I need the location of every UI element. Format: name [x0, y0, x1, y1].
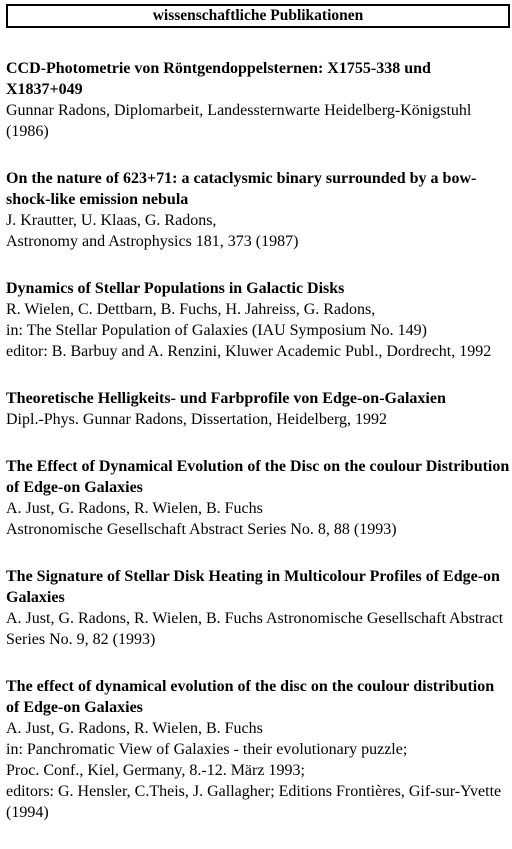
section-header	[6, 4, 510, 28]
publication-title: Theoretische Helligkeits- und Farbprofile von Edge-on-Galaxien	[6, 390, 446, 407]
publication-detail: Dipl.-Phys. Gunnar Radons, Dissertation, Heidelberg, 1992	[6, 411, 387, 428]
publication-item	[6, 676, 510, 823]
publication-detail: editor: B. Barbuy and A. Renzini, Kluwer Academic Publ., Dordrecht, 1992	[6, 343, 492, 360]
publication-detail: J. Krautter, U. Klaas, G. Radons,	[6, 212, 217, 229]
publication-detail: Proc. Conf., Kiel, Germany, 8.-12. März 1993;	[6, 762, 305, 779]
publication-item	[6, 58, 510, 142]
publication-detail: in: Panchromatic View of Galaxies - their evolutionary puzzle;	[6, 741, 408, 758]
publication-title: CCD-Photometrie von Röntgendoppelsternen: X1755-338 und X1837+049	[6, 60, 431, 98]
publication-item	[6, 566, 510, 650]
publication-item	[6, 456, 510, 540]
publication-detail: R. Wielen, C. Dettbarn, B. Fuchs, H. Jahreiss, G. Radons,	[6, 301, 376, 318]
publication-detail: A. Just, G. Radons, R. Wielen, B. Fuchs	[6, 500, 263, 517]
publication-detail: Gunnar Radons, Diplomarbeit, Landessternwarte Heidelberg-Königstuhl (1986)	[6, 102, 472, 140]
section-header-title: wissenschaftliche Publikationen	[152, 7, 364, 24]
publication-detail: Astronomy and Astrophysics 181, 373 (1987)	[6, 233, 299, 250]
publication-item	[6, 388, 510, 430]
publication-title: The Signature of Stellar Disk Heating in Multicolour Profiles of Edge-on Galaxies	[6, 568, 500, 606]
publication-title: The effect of dynamical evolution of the disc on the coulour distribution of Edge-on Galaxies	[6, 678, 495, 716]
page	[6, 4, 510, 849]
publication-title: On the nature of 623+71: a cataclysmic binary surrounded by a bow-shock-like emission nebula	[6, 170, 477, 208]
publication-title: Dynamics of Stellar Populations in Galactic Disks	[6, 280, 345, 297]
publication-detail: editors: G. Hensler, C.Theis, J. Gallagher; Editions Frontières, Gif-sur-Yvette (1994)	[6, 783, 502, 821]
publication-detail: in: The Stellar Population of Galaxies (IAU Symposium No. 149)	[6, 322, 427, 339]
publication-list	[6, 58, 510, 823]
publication-title: The Effect of Dynamical Evolution of the Disc on the coulour Distribution of Edge-on Galaxies	[6, 458, 510, 496]
publication-detail: Astronomische Gesellschaft Abstract Series No. 8, 88 (1993)	[6, 521, 397, 538]
publication-detail: A. Just, G. Radons, R. Wielen, B. Fuchs	[6, 720, 263, 737]
publication-item	[6, 168, 510, 252]
publication-item	[6, 278, 510, 362]
publication-detail: A. Just, G. Radons, R. Wielen, B. Fuchs Astronomische Gesellschaft Abstract Series No. 9, 82 (1993)	[6, 610, 504, 648]
